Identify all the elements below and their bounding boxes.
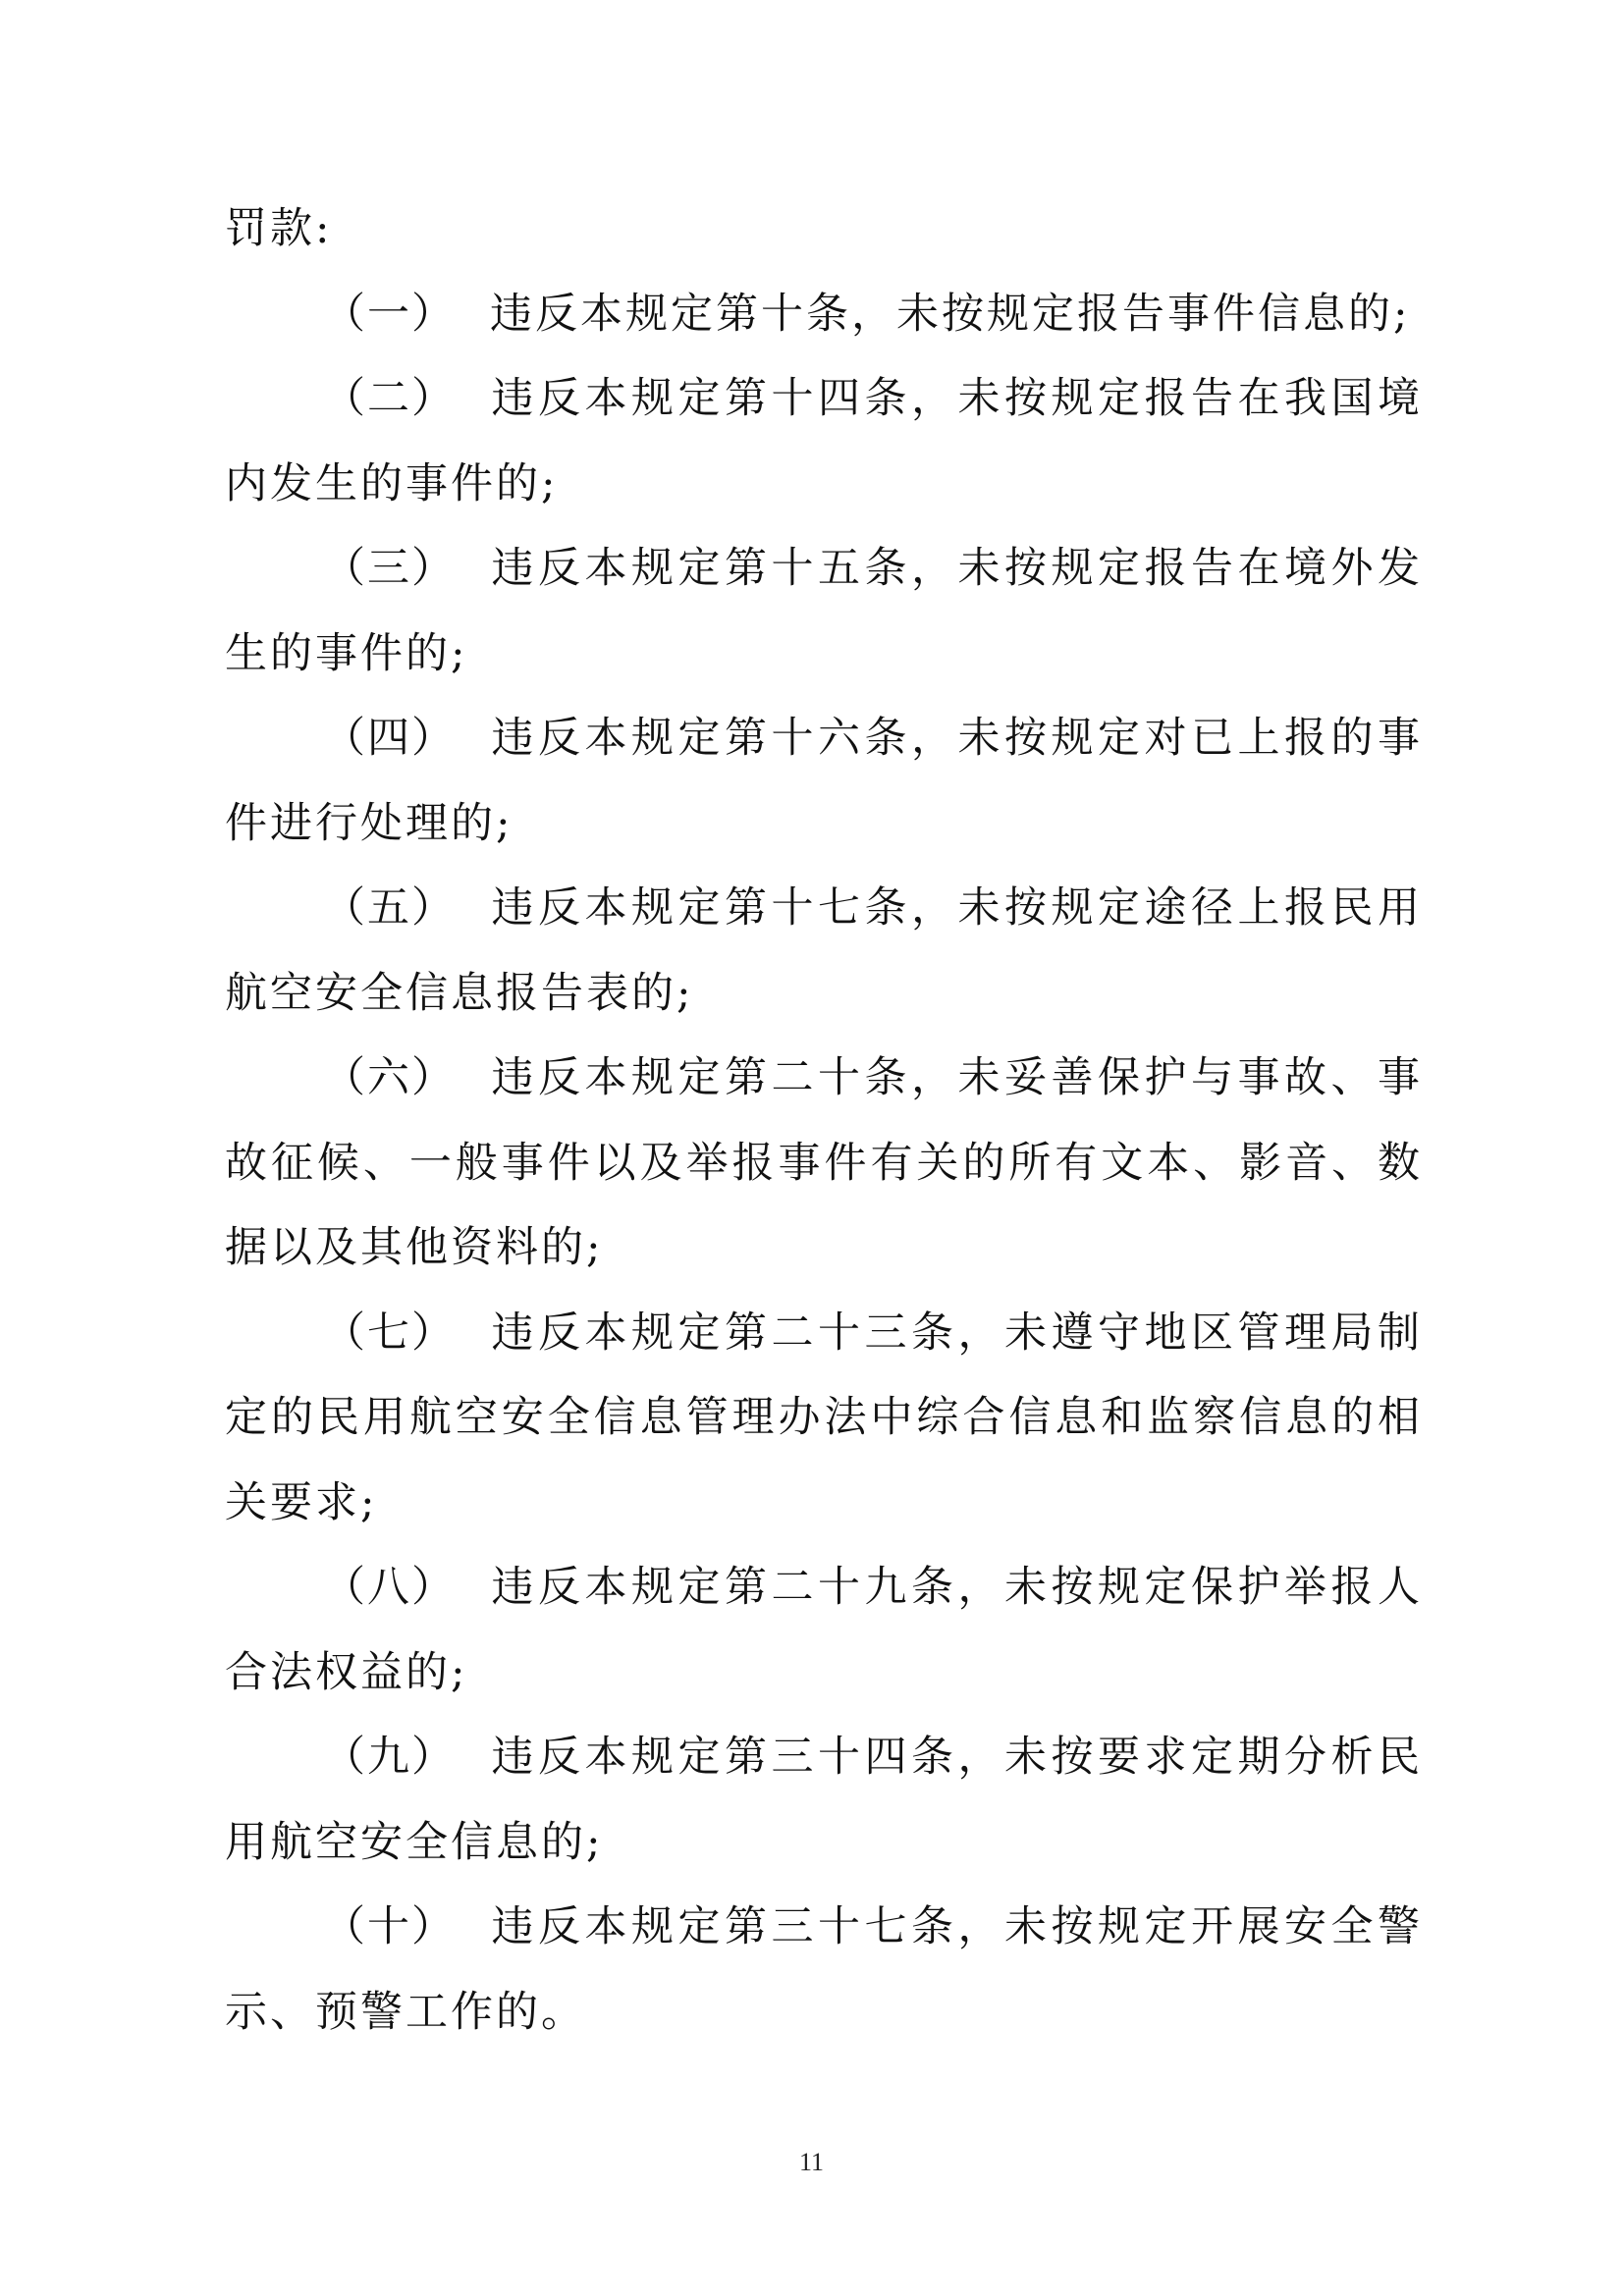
- item-enumerator: （九）: [323, 1733, 456, 1782]
- item-enumerator: （八）: [323, 1563, 456, 1612]
- list-item-8: [225, 1545, 1423, 1715]
- list-item-4: [225, 696, 1423, 866]
- item-text: 违反本规定第三十四条，未按要求定期分析民用航空安全信息的;: [225, 1733, 1423, 1867]
- item-enumerator: （六）: [323, 1053, 456, 1102]
- item-enumerator: （一）: [323, 289, 456, 339]
- list-item-3: [225, 526, 1423, 696]
- list-item-9: [225, 1715, 1423, 1885]
- item-text: 违反本规定第十四条，未按规定报告在我国境内发生的事件的;: [225, 374, 1423, 508]
- item-enumerator: （十）: [323, 1902, 456, 1951]
- list-item-2: [225, 356, 1423, 526]
- item-enumerator: （三）: [323, 544, 456, 593]
- item-text: 违反本规定第二十三条，未遵守地区管理局制定的民用航空安全信息管理办法中综合信息和监察信息的相关要求;: [225, 1308, 1423, 1527]
- list-item-1: [225, 272, 1423, 357]
- intro-paragraph: 罚款:: [225, 204, 333, 253]
- list-item-10: [225, 1885, 1423, 2055]
- item-text: 违反本规定第十六条，未按规定对已上报的事件进行处理的;: [225, 714, 1423, 848]
- list-item-5: [225, 866, 1423, 1036]
- list-item-6: [225, 1036, 1423, 1291]
- item-enumerator: （七）: [323, 1308, 456, 1358]
- item-enumerator: （五）: [323, 883, 456, 933]
- item-text: 违反本规定第十五条，未按规定报告在境外发生的事件的;: [225, 544, 1423, 678]
- page-number: 11: [798, 2148, 825, 2176]
- item-text: 违反本规定第三十七条，未按规定开展安全警示、预警工作的。: [225, 1902, 1423, 2037]
- item-text: 违反本规定第二十九条，未按规定保护举报人合法权益的;: [225, 1563, 1423, 1697]
- list-item-7: [225, 1291, 1423, 1546]
- item-text: 违反本规定第十七条，未按规定途径上报民用航空安全信息报告表的;: [225, 883, 1423, 1018]
- document-body: [225, 187, 1423, 2055]
- item-text: 违反本规定第二十条，未妥善保护与事故、事故征候、一般事件以及举报事件有关的所有文本、影音、数据以及其他资料的;: [225, 1053, 1423, 1272]
- item-enumerator: （二）: [323, 374, 456, 423]
- item-enumerator: （四）: [323, 714, 456, 763]
- item-text: 违反本规定第十条，未按规定报告事件信息的;: [490, 289, 1411, 339]
